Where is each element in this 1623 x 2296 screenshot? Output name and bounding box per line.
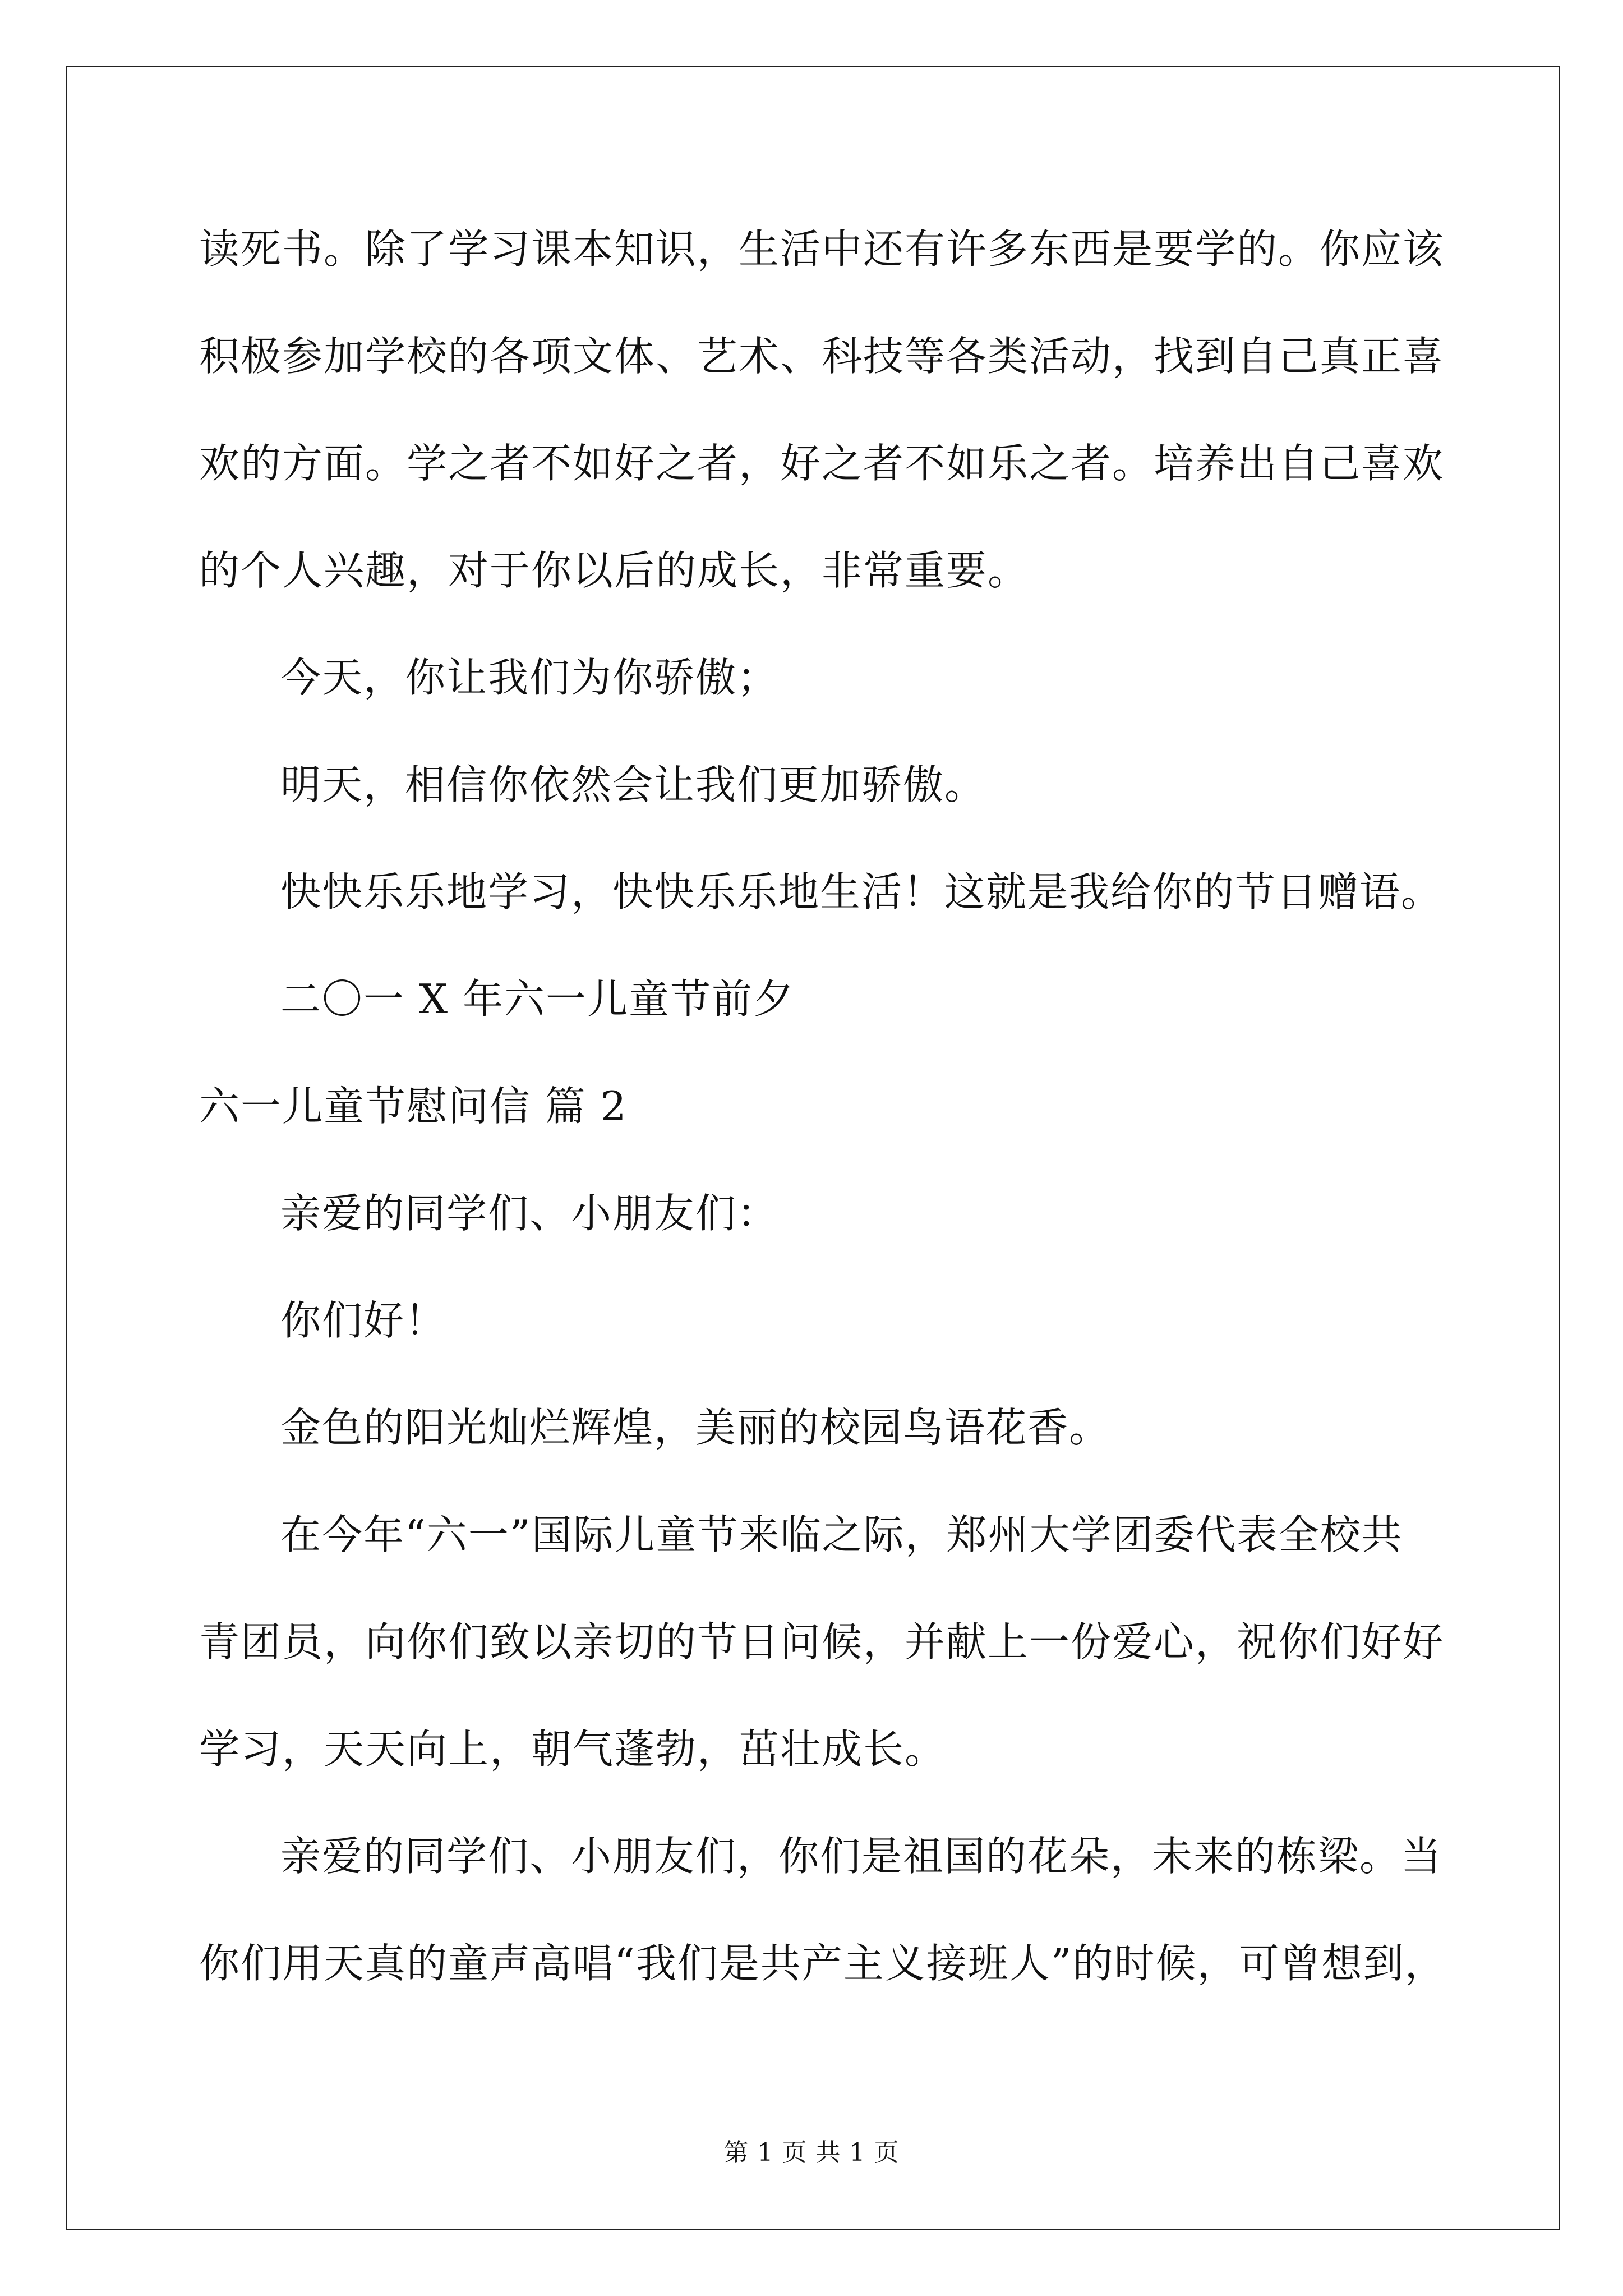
body-line: 快快乐乐地学习，快快乐乐地生活！这就是我给你的节日赠语。 [280, 868, 1443, 915]
body-line: 读死书。除了学习课本知识，生活中还有许多东西是要学的。你应该 [199, 226, 1445, 273]
body-line: 金色的阳光灿烂辉煌，美丽的校园鸟语花香。 [280, 1404, 1111, 1451]
body-line: 的个人兴趣，对于你以后的成长，非常重要。 [199, 547, 1030, 594]
body-line: 积极参加学校的各项文体、艺术、科技等各类活动，找到自己真正喜 [199, 333, 1445, 380]
body-line: 明天，相信你依然会让我们更加骄傲。 [280, 761, 986, 808]
date-line: 二〇一 X 年六一儿童节前夕 [280, 976, 795, 1023]
body-line: 学习，天天向上，朝气蓬勃，茁壮成长。 [199, 1726, 947, 1773]
greeting: 你们好！ [280, 1297, 447, 1344]
page-footer: 第 1 页 共 1 页 [723, 2138, 900, 2167]
body-line: 欢的方面。学之者不如好之者，好之者不如乐之者。培养出自己喜欢 [199, 440, 1445, 487]
body-line: 在今年“六一”国际儿童节来临之际，郑州大学团委代表全校共 [280, 1511, 1403, 1558]
page-border [66, 66, 1560, 2230]
body-line: 你们用天真的童声高唱“我们是共产主义接班人”的时候，可曾想到， [199, 1940, 1446, 1987]
body-line: 亲爱的同学们、小朋友们，你们是祖国的花朵，未来的栋梁。当 [280, 1833, 1443, 1880]
body-line: 青团员，向你们致以亲切的节日问候，并献上一份爱心，祝你们好好 [199, 1618, 1445, 1665]
body-line: 今天，你让我们为你骄傲； [280, 654, 779, 701]
salutation: 亲爱的同学们、小朋友们： [280, 1190, 779, 1237]
section-heading: 六一儿童节慰问信 篇 2 [199, 1083, 628, 1130]
